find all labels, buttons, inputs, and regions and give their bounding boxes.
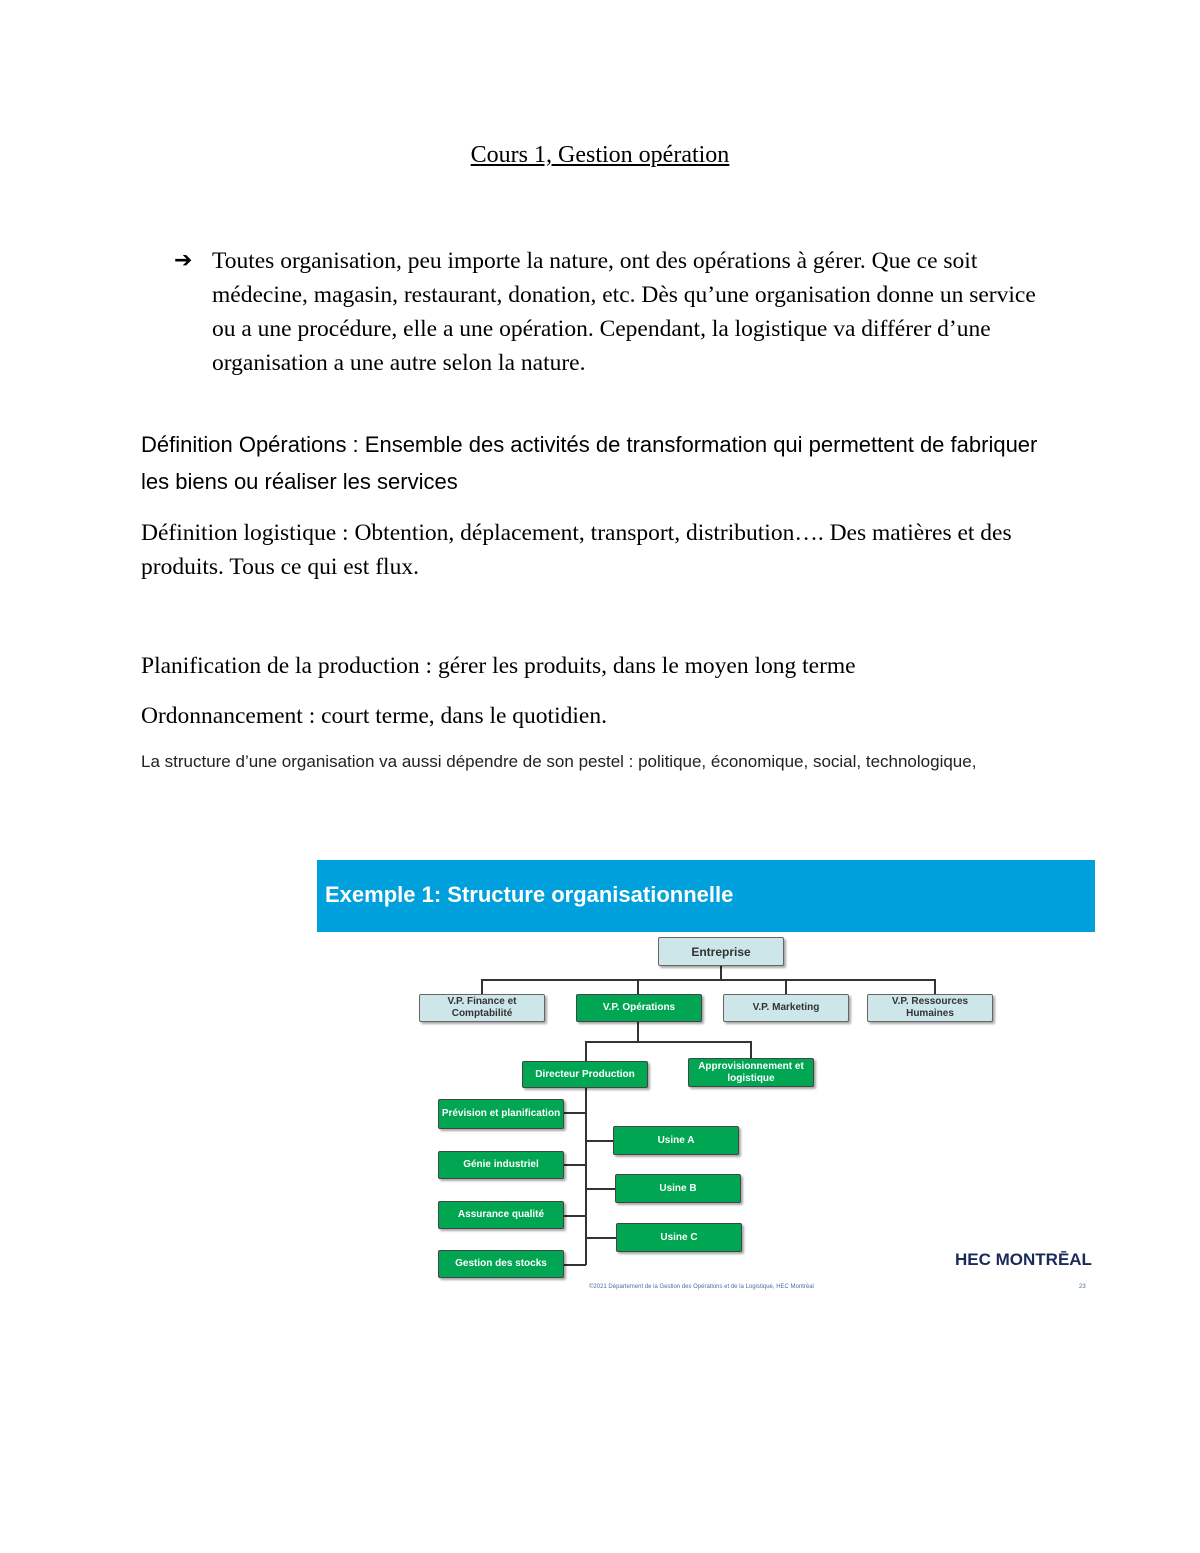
org-node-entreprise: Entreprise	[658, 937, 784, 966]
structure-note: La structure d’une organisation va aussi dépendre de son pestel : politique, économique, social, technologique,	[141, 752, 977, 771]
connector-line	[637, 979, 639, 994]
bullet-text: Toutes organisation, peu importe la nature, ont des opérations à gérer. Que ce soit médecine, magasin, restaurant, donation, etc. Dès qu’une organisation donne un service ou a une procédure, elle a une opération. Cependant, la logistique va différer d’une organisation a une autre selon la nature.	[212, 248, 1036, 376]
slide-footer: ©2021 Département de la Gestion des Opérations et de la Logistique, HEC Montréal	[589, 1284, 814, 1290]
connector-line	[585, 1237, 616, 1239]
org-node-vp-operations: V.P. Opérations	[576, 994, 702, 1022]
connector-line	[481, 979, 483, 994]
org-node-vp-rh: V.P. Ressources Humaines	[867, 994, 993, 1022]
connector-line	[720, 966, 722, 980]
org-node-approvisionnement: Approvisionnement et logistique	[688, 1058, 814, 1087]
org-node-genie: Génie industriel	[438, 1151, 564, 1179]
document-title: Cours 1, Gestion opération	[470, 142, 730, 168]
connector-line	[637, 1022, 639, 1042]
definition-logistique: Définition logistique : Obtention, déplacement, transport, distribution…. Des matières et des produits. Tous ce qui est flux.	[141, 520, 1012, 580]
org-node-directeur-production: Directeur Production	[522, 1061, 648, 1088]
connector-line	[785, 979, 787, 994]
connector-line	[585, 1041, 587, 1061]
hec-montreal-logo: HEC MONTRĒAL	[955, 1250, 1092, 1269]
org-node-vp-finance: V.P. Finance et Comptabilité	[419, 994, 545, 1022]
org-node-usine-c: Usine C	[616, 1223, 742, 1252]
org-node-prevision: Prévision et planification	[438, 1099, 564, 1129]
connector-line	[563, 1215, 586, 1217]
org-node-assurance: Assurance qualité	[438, 1201, 564, 1229]
connector-line	[481, 979, 935, 981]
planification-text: Planification de la production : gérer les produits, dans le moyen long terme	[141, 653, 856, 679]
org-node-usine-b: Usine B	[615, 1174, 741, 1203]
slide-page-number: 23	[1079, 1284, 1086, 1290]
connector-line	[563, 1264, 586, 1266]
connector-line	[585, 1188, 615, 1190]
org-chart-slide	[317, 860, 1095, 1300]
connector-line	[585, 1140, 613, 1142]
connector-line	[934, 979, 936, 994]
connector-line	[750, 1041, 752, 1058]
org-node-usine-a: Usine A	[613, 1126, 739, 1155]
slide-title: Exemple 1: Structure organisationnelle	[325, 882, 734, 907]
ordonnancement-text: Ordonnancement : court terme, dans le quotidien.	[141, 703, 607, 729]
arrow-icon: ➔	[174, 248, 193, 273]
connector-line	[563, 1164, 586, 1166]
connector-line	[563, 1112, 586, 1114]
definition-operations: Définition Opérations : Ensemble des activités de transformation qui permettent de fabriquer les biens ou réaliser les services	[141, 432, 1038, 494]
org-node-vp-marketing: V.P. Marketing	[723, 994, 849, 1022]
org-node-stocks: Gestion des stocks	[438, 1250, 564, 1278]
connector-line	[585, 1041, 751, 1043]
slide-header	[317, 860, 1095, 932]
